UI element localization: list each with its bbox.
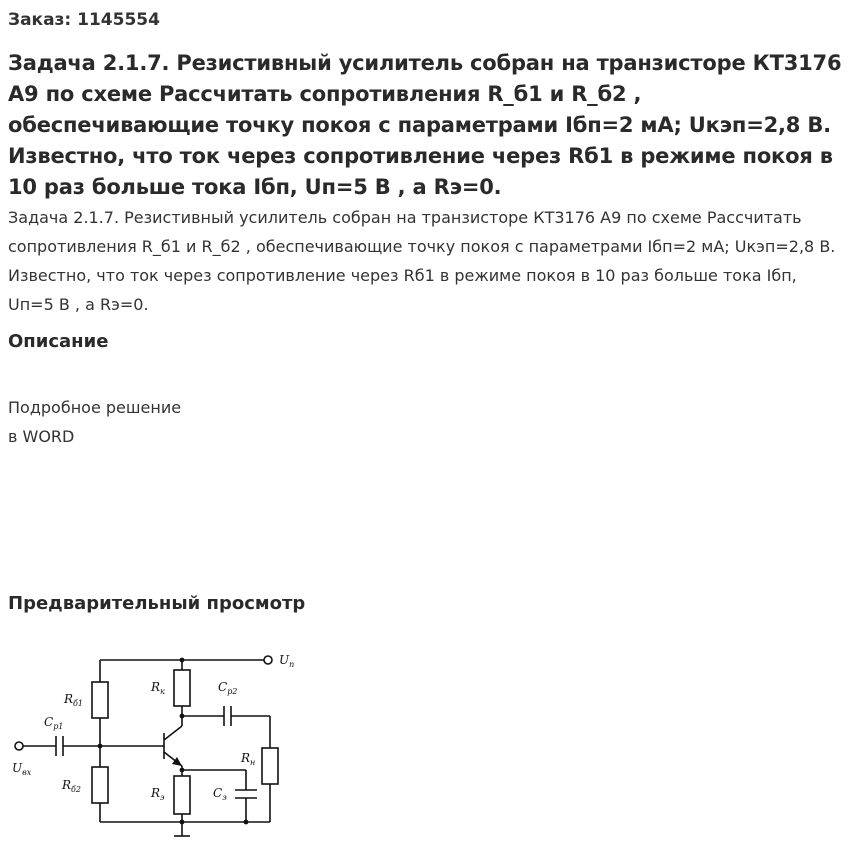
label-re: $R_э$	[151, 786, 165, 802]
description-line: в WORD	[8, 427, 75, 446]
description-body	[8, 393, 181, 451]
order-number: Заказ: 1145554	[8, 10, 160, 30]
description-line: Подробное решение	[8, 398, 182, 417]
circuit-diagram	[0, 640, 320, 866]
description-heading: Описание	[8, 331, 109, 352]
emitter-arrow	[172, 757, 182, 766]
label-rk: $R_к$	[151, 680, 165, 696]
label-rb2: $R_{б2}$	[62, 778, 82, 794]
label-cp2: $C_{р2}$	[218, 680, 238, 696]
junction-dot	[180, 768, 185, 773]
label-rb1: $R_{б1}$	[64, 692, 84, 708]
page-title: Задача 2.1.7. Резистивный усилитель собран на транзисторе КТ3176 А9 по схеме Рассчитать сопротивления R_б1 и R_б2 , обеспечивающие точку покоя с параметрами Iбп=2 мА; Uкэп=2,8 В. Известно, что ток через сопротивление через Rб1 в режиме покоя в 10 раз больше тока Iбп, Uп=5 В , а Rэ=0.	[8, 51, 842, 199]
junction-dot	[180, 658, 185, 663]
label-cp1: $C_{р1}$	[44, 715, 64, 731]
junction-dot	[180, 714, 185, 719]
problem-text: Задача 2.1.7. Резистивный усилитель собран на транзисторе КТ3176 А9 по схеме Рассчитать сопротивления R_б1 и R_б2 , обеспечивающие точку покоя с параметрами Iбп=2 мА; Uкэп=2,8 В. Известно, что ток через сопротивление через Rб1 в режиме покоя в 10 раз больше тока Iбп, Uп=5 В , а Rэ=0.	[8, 208, 836, 314]
label-ce: $C_э$	[213, 786, 227, 802]
label-supply: $U_п$	[279, 653, 295, 669]
junction-dot	[244, 820, 249, 825]
junction-dot	[180, 820, 185, 825]
label-input: $U_{вх}$	[12, 761, 32, 777]
junction-dot	[98, 744, 103, 749]
preview-heading: Предварительный просмотр	[8, 593, 306, 614]
label-rn: $R_н$	[241, 751, 256, 767]
